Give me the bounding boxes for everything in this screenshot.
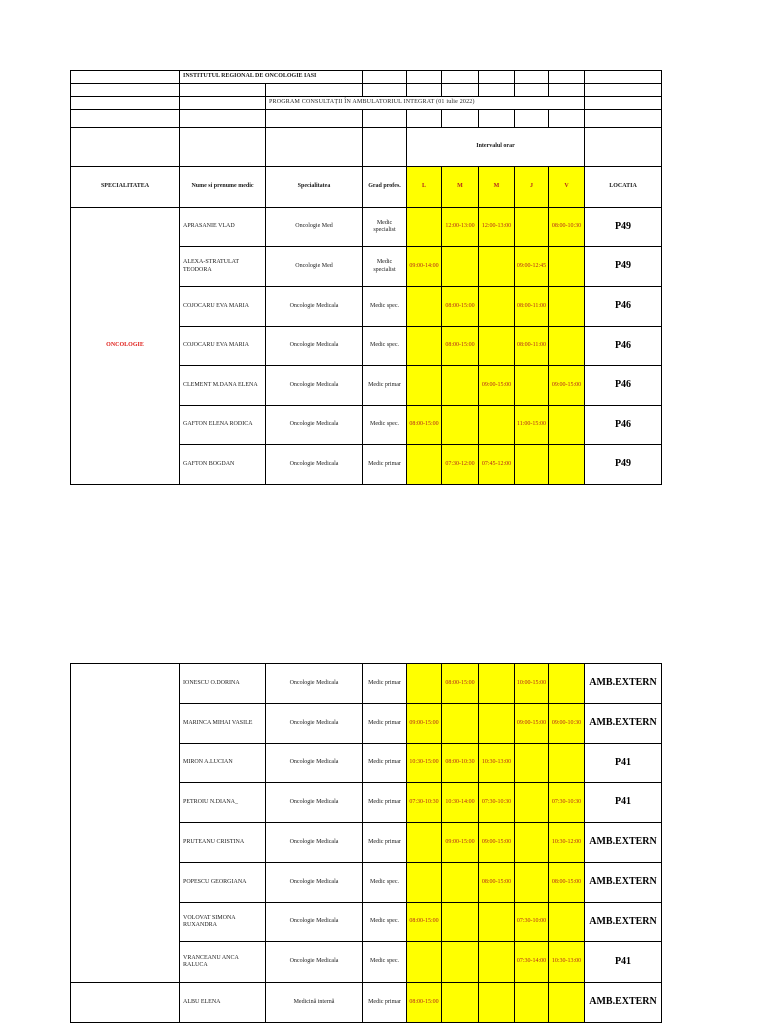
institute-title: INSTITUTUL REGIONAL DE ONCOLOGIE IASI: [180, 71, 363, 84]
doctor-specialty: Oncologie Med: [266, 208, 363, 247]
day-slot-j: [515, 983, 549, 1023]
day-slot-j: 09:00-12:45: [515, 247, 549, 287]
doctor-specialty: Oncologie Medicala: [266, 942, 363, 983]
doctor-name: COJOCARU EVA MARIA: [180, 327, 266, 366]
doctor-grade: Medic spec.: [363, 942, 407, 983]
day-slot-l: 08:00-15:00: [407, 903, 442, 942]
doctor-specialty: Oncologie Medicala: [266, 903, 363, 942]
doctor-grade: Medic primar: [363, 983, 407, 1023]
day-slot-m: 08:00-15:00: [442, 664, 479, 704]
day-slot-m2: [479, 983, 515, 1023]
day-slot-m: [442, 863, 479, 903]
day-slot-l: [407, 823, 442, 863]
doctor-specialty: Oncologie Medicala: [266, 744, 363, 783]
day-slot-m2: [479, 704, 515, 744]
location: AMB.EXTERN: [585, 983, 662, 1023]
col-grad: Grad profes.: [363, 167, 407, 208]
day-slot-v: [549, 903, 585, 942]
doctor-grade: Medic primar: [363, 664, 407, 704]
day-slot-l: [407, 942, 442, 983]
doctor-name: PRUTEANU CRISTINA: [180, 823, 266, 863]
day-slot-l: 09:00-14:00: [407, 247, 442, 287]
day-slot-m2: 12:00-13:00: [479, 208, 515, 247]
day-slot-j: [515, 208, 549, 247]
schedule-table-page-1: [70, 70, 662, 485]
day-slot-v: 10:30-13:00: [549, 942, 585, 983]
day-slot-l: 09:00-15:00: [407, 704, 442, 744]
day-slot-j: [515, 744, 549, 783]
col-day-j: J: [515, 167, 549, 208]
interval-header: Intervalul orar: [407, 128, 585, 167]
doctor-grade: Medic primar: [363, 366, 407, 406]
col-day-v: V: [549, 167, 585, 208]
doctor-name: APRASANIE VLAD: [180, 208, 266, 247]
day-slot-v: [549, 327, 585, 366]
doctor-name: VOLOVAT SIMONA RUXANDRA: [180, 903, 266, 942]
doctor-grade: Medic spec.: [363, 863, 407, 903]
location: P46: [585, 366, 662, 406]
doctor-name: ALEXA-STRATULAT TEODORA: [180, 247, 266, 287]
day-slot-j: 09:00-15:00: [515, 704, 549, 744]
specialty-cell: [71, 983, 180, 1023]
doctor-specialty: Medicină internă: [266, 983, 363, 1023]
day-slot-m: [442, 704, 479, 744]
doctor-name: COJOCARU EVA MARIA: [180, 287, 266, 327]
day-slot-m: 07:30-12:00: [442, 445, 479, 485]
day-slot-m2: [479, 287, 515, 327]
day-slot-m2: 09:00-15:00: [479, 823, 515, 863]
doctor-name: VRANCEANU ANCA RALUCA: [180, 942, 266, 983]
day-slot-j: 08:00-11:00: [515, 287, 549, 327]
doctor-grade: Medic spec.: [363, 287, 407, 327]
doctor-name: MIRON A.LUCIAN: [180, 744, 266, 783]
day-slot-v: 09:00-10:30: [549, 704, 585, 744]
day-slot-l: [407, 327, 442, 366]
col-day-m2: M: [479, 167, 515, 208]
doctor-specialty: Oncologie Medicala: [266, 704, 363, 744]
col-day-m: M: [442, 167, 479, 208]
day-slot-v: [549, 744, 585, 783]
location: AMB.EXTERN: [585, 664, 662, 704]
day-slot-j: 07:30-10:00: [515, 903, 549, 942]
day-slot-m: 10:30-14:00: [442, 783, 479, 823]
table-row: [71, 983, 662, 1023]
doctor-name: GAFTON ELENA RODICA: [180, 406, 266, 445]
day-slot-v: 10:30-12:00: [549, 823, 585, 863]
day-slot-m: 08:00-15:00: [442, 287, 479, 327]
day-slot-j: 11:00-15:00: [515, 406, 549, 445]
day-slot-l: 08:00-15:00: [407, 983, 442, 1023]
day-slot-m: 12:00-13:00: [442, 208, 479, 247]
doctor-name: IONESCU O.DORINA: [180, 664, 266, 704]
day-slot-l: 07:30-10:30: [407, 783, 442, 823]
doctor-specialty: Oncologie Medicala: [266, 406, 363, 445]
doctor-name: ALBU ELENA: [180, 983, 266, 1023]
location: AMB.EXTERN: [585, 903, 662, 942]
day-slot-v: [549, 247, 585, 287]
specialty-cell: [71, 664, 180, 983]
doctor-specialty: Oncologie Medicala: [266, 366, 363, 406]
table-row: [71, 208, 662, 247]
doctor-grade: Medic primar: [363, 783, 407, 823]
table-row: [71, 664, 662, 704]
day-slot-m2: [479, 942, 515, 983]
day-slot-j: 08:00-11:00: [515, 327, 549, 366]
day-slot-j: [515, 823, 549, 863]
day-slot-m: [442, 406, 479, 445]
specialty-oncologie: ONCOLOGIE: [71, 208, 180, 485]
day-slot-m2: 10:30-13:00: [479, 744, 515, 783]
location: P49: [585, 247, 662, 287]
day-slot-v: 07:30-10:30: [549, 783, 585, 823]
day-slot-l: [407, 445, 442, 485]
doctor-grade: Medic spec.: [363, 903, 407, 942]
location: P49: [585, 208, 662, 247]
doctor-grade: Medic specialist: [363, 247, 407, 287]
day-slot-m: 09:00-15:00: [442, 823, 479, 863]
doctor-name: GAFTON BOGDAN: [180, 445, 266, 485]
col-locatia: LOCATIA: [585, 167, 662, 208]
schedule-table-page-2: [70, 663, 662, 1023]
day-slot-m2: 07:45-12:00: [479, 445, 515, 485]
doctor-grade: Medic primar: [363, 704, 407, 744]
day-slot-m: 08:00-15:00: [442, 327, 479, 366]
day-slot-v: 08:00-15:00: [549, 863, 585, 903]
day-slot-m2: 08:00-15:00: [479, 863, 515, 903]
col-specialitatea: SPECIALITATEA: [71, 167, 180, 208]
location: P41: [585, 942, 662, 983]
day-slot-l: [407, 366, 442, 406]
doctor-grade: Medic specialist: [363, 208, 407, 247]
doctor-specialty: Oncologie Medicala: [266, 664, 363, 704]
doctor-grade: Medic spec.: [363, 406, 407, 445]
day-slot-m: 08:00-10:30: [442, 744, 479, 783]
day-slot-v: 08:00-10:30: [549, 208, 585, 247]
location: AMB.EXTERN: [585, 863, 662, 903]
doctor-specialty: Oncologie Medicala: [266, 287, 363, 327]
doctor-specialty: Oncologie Medicala: [266, 823, 363, 863]
doctor-specialty: Oncologie Medicala: [266, 327, 363, 366]
program-title: PROGRAM CONSULTAȚII ÎN AMBULATORIUL INTEGRAT (01 iulie 2022): [266, 97, 585, 110]
day-slot-j: [515, 445, 549, 485]
column-header-row: [71, 167, 662, 208]
day-slot-j: 10:00-15:00: [515, 664, 549, 704]
day-slot-j: [515, 783, 549, 823]
day-slot-v: [549, 445, 585, 485]
doctor-specialty: Oncologie Medicala: [266, 783, 363, 823]
doctor-grade: Medic primar: [363, 744, 407, 783]
day-slot-m2: [479, 327, 515, 366]
day-slot-l: [407, 664, 442, 704]
day-slot-v: [549, 983, 585, 1023]
col-day-l: L: [407, 167, 442, 208]
day-slot-m: [442, 903, 479, 942]
location: P49: [585, 445, 662, 485]
location: P46: [585, 406, 662, 445]
day-slot-l: 08:00-15:00: [407, 406, 442, 445]
col-specialitate: Specialitatea: [266, 167, 363, 208]
day-slot-m2: [479, 247, 515, 287]
day-slot-v: [549, 664, 585, 704]
day-slot-v: [549, 406, 585, 445]
doctor-name: POPESCU GEORGIANA: [180, 863, 266, 903]
day-slot-m: [442, 942, 479, 983]
doctor-name: PETROIU N.DIANA_: [180, 783, 266, 823]
day-slot-m: [442, 983, 479, 1023]
day-slot-m: [442, 366, 479, 406]
doctor-name: MARINCA MIHAI VASILE: [180, 704, 266, 744]
location: P46: [585, 327, 662, 366]
day-slot-l: 10:30-15:00: [407, 744, 442, 783]
day-slot-j: 07:30-14:00: [515, 942, 549, 983]
col-nume: Nume si prenume medic: [180, 167, 266, 208]
day-slot-v: 09:00-15:00: [549, 366, 585, 406]
doctor-name: CLEMENT M.DANA ELENA: [180, 366, 266, 406]
day-slot-j: [515, 863, 549, 903]
day-slot-j: [515, 366, 549, 406]
day-slot-l: [407, 287, 442, 327]
doctor-specialty: Oncologie Medicala: [266, 445, 363, 485]
doctor-grade: Medic primar: [363, 823, 407, 863]
location: P41: [585, 783, 662, 823]
day-slot-m2: [479, 903, 515, 942]
day-slot-v: [549, 287, 585, 327]
day-slot-l: [407, 208, 442, 247]
doctor-grade: Medic primar: [363, 445, 407, 485]
location: AMB.EXTERN: [585, 823, 662, 863]
day-slot-m2: 09:00-15:00: [479, 366, 515, 406]
day-slot-m: [442, 247, 479, 287]
day-slot-m2: 07:30-10:30: [479, 783, 515, 823]
location: P46: [585, 287, 662, 327]
doctor-specialty: Oncologie Medicala: [266, 863, 363, 903]
day-slot-m2: [479, 664, 515, 704]
day-slot-l: [407, 863, 442, 903]
location: P41: [585, 744, 662, 783]
doctor-specialty: Oncologie Med: [266, 247, 363, 287]
day-slot-m2: [479, 406, 515, 445]
doctor-grade: Medic spec.: [363, 327, 407, 366]
location: AMB.EXTERN: [585, 704, 662, 744]
